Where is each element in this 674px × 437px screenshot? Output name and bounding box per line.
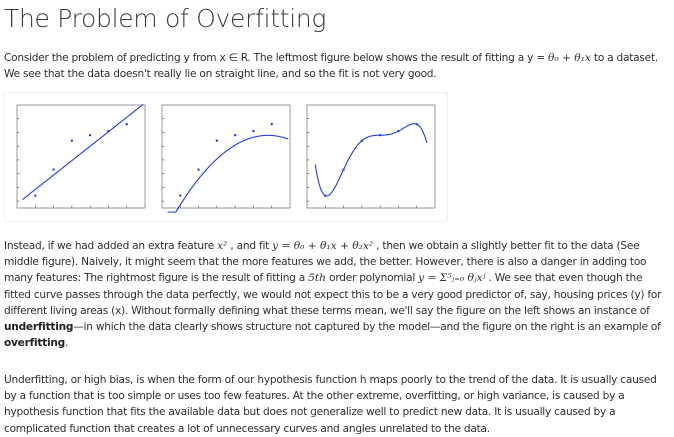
plot-frame (17, 105, 145, 208)
page-title: The Problem of Overfitting (4, 4, 327, 33)
intro-text-1: Consider the problem of predicting y from x ∈ R. The leftmost figure below shows the result of fitting a y = (4, 52, 548, 64)
data-point (197, 168, 199, 170)
intro-paragraph (4, 50, 672, 82)
para2-text-1: Instead, if we had added an extra feature (4, 240, 218, 252)
data-point (52, 168, 54, 170)
data-point (379, 134, 381, 136)
polynomial-equation: y = Σ⁵ⱼ₌₀ θⱼxʲ (418, 272, 486, 285)
data-point (107, 130, 109, 132)
intro-text-2: to a dataset. We see that the data doesn't really lie on straight line, and so the fit is not very good. (4, 52, 658, 81)
plot-underfit (11, 99, 151, 214)
underfitting-term: underfitting (4, 321, 74, 334)
plot-frame (162, 105, 290, 208)
para2-text-7: . (64, 337, 69, 350)
overfitting-term: overfitting (4, 337, 65, 350)
data-point (252, 130, 254, 132)
para2-text-6: —in which the data clearly shows structure not captured by the model—and the figure on the right is an example of (73, 321, 661, 334)
data-point (89, 134, 91, 136)
data-point (342, 168, 344, 170)
fifth-order-label: 5th (308, 272, 326, 285)
para2-text-3: , then we obtain a slightly better fit to the data (See middle figure). Naively, it might seem that the more features we add, the better. However, there is also a danger in adding too many features: The rightmost figure is the result of fitting a (4, 240, 647, 285)
data-point (216, 140, 218, 142)
plot-frame (307, 105, 435, 208)
data-point (234, 134, 236, 136)
fit-curve (315, 124, 427, 196)
data-point (71, 140, 73, 142)
plot-overfit (301, 99, 441, 214)
linear-hypothesis-equation: θ₀ + θ₁x (547, 52, 591, 64)
data-point (271, 123, 273, 125)
feature-x-squared: x² (217, 240, 228, 252)
data-point (361, 140, 363, 142)
para2-text-4: order polynomial (325, 272, 419, 285)
fit-curve (22, 104, 143, 199)
second-paragraph (4, 238, 672, 351)
para2-text-5: . We see that even though the fitted curve passes through the data perfectly, we would not expect this to be a very good predictor of, say, housing prices (y) for different living areas (x). Without formally defining what these terms mean, we'll say the figure on the left shows an instance of (4, 272, 662, 317)
data-point (179, 194, 181, 196)
data-point (416, 123, 418, 125)
fit-curve (167, 135, 288, 212)
third-paragraph: Underfitting, or high bias, is when the form of our hypothesis function h maps poorly to the trend of the data. It is usually caused by a function that is too simple or uses too few features. At the other extreme, overfitting, or high variance, is caused by a hypothesis function that fits the available data but does not generalize well to predict new data. It is usually caused by a complicated function that creates a lot of unnecessary curves and angles unrelated to the data. (4, 374, 657, 435)
plot-quadratic-fit (156, 99, 296, 214)
data-point (34, 194, 36, 196)
quadratic-hypothesis-equation: y = θ₀ + θ₁x + θ₂x² (272, 240, 374, 252)
fitting-figures (4, 92, 448, 222)
data-point (324, 194, 326, 196)
para2-text-2: , and fit (227, 240, 273, 252)
data-point (397, 130, 399, 132)
data-point (126, 123, 128, 125)
